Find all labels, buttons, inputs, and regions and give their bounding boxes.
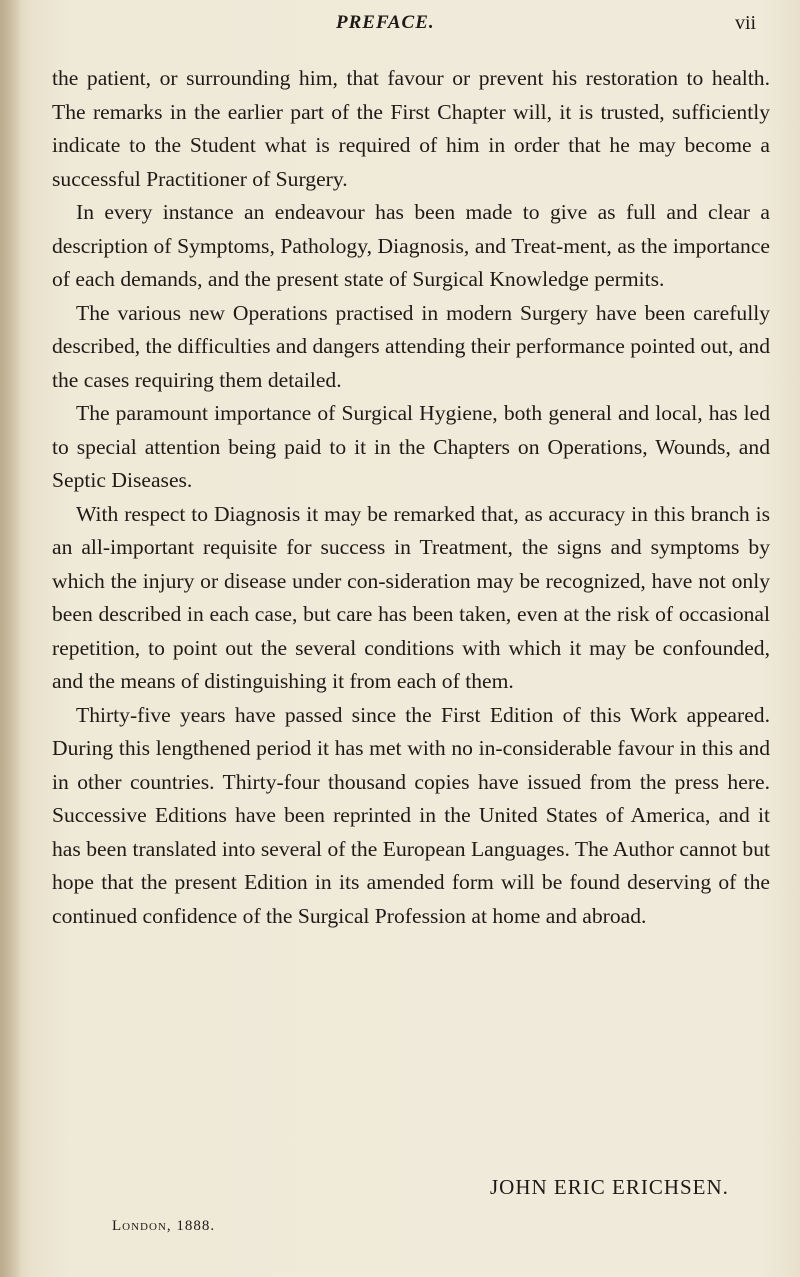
page-header xyxy=(0,4,800,44)
running-title: PREFACE. xyxy=(336,12,435,33)
binding-shadow xyxy=(0,0,22,1277)
preface-body xyxy=(52,62,770,933)
paragraph-6: Thirty-five years have passed since the First Edition of this Work appeared. During this lengthened period it has met with no in-considerable favour in this and in other countries. Thirty-four thousand copies have issued from the press here. Successive Editions have been reprinted in the United States of America, and it has been translated into several of the European Languages. The Author cannot but hope that the present Edition in its amended form will be found deserving of the continued confidence of the Surgical Profession at home and abroad. xyxy=(52,702,770,928)
paragraph-3: The various new Operations practised in modern Surgery have been carefully described, the difficulties and dangers attending their performance pointed out, and the cases requiring them detailed. xyxy=(52,300,770,392)
paragraph-5: With respect to Diagnosis it may be remarked that, as accuracy in this branch is an all-important requisite for success in Treatment, the signs and symptoms by which the injury or disease under con-sideration may be recognized, have not only been described in each case, but care has been taken, even at the risk of occasional repetition, to point out the several conditions with which it may be confounded, and the means of distinguishing it from each of them. xyxy=(52,501,770,693)
paragraph-4: The paramount importance of Surgical Hygiene, both general and local, has led to special attention being paid to it in the Chapters on Operations, Wounds, and Septic Diseases. xyxy=(52,401,770,492)
place-date: London, 1888. xyxy=(112,1218,216,1234)
paragraph-1: the patient, or surrounding him, that favour or prevent his restoration to health. The remarks in the earlier part of the First Chapter will, it is trusted, sufficiently indicate to the Student what is required of him in order that he may become a successful Practitioner of Surgery. xyxy=(52,66,770,191)
author-signature: JOHN ERIC ERICHSEN. xyxy=(490,1175,729,1199)
page-number: vii xyxy=(735,12,757,34)
paragraph-2: In every instance an endeavour has been made to give as full and clear a description of Symptoms, Pathology, Diagnosis, and Treat-ment, as the importance of each demands, and the present state of Surgical Knowledge permits. xyxy=(52,200,770,291)
